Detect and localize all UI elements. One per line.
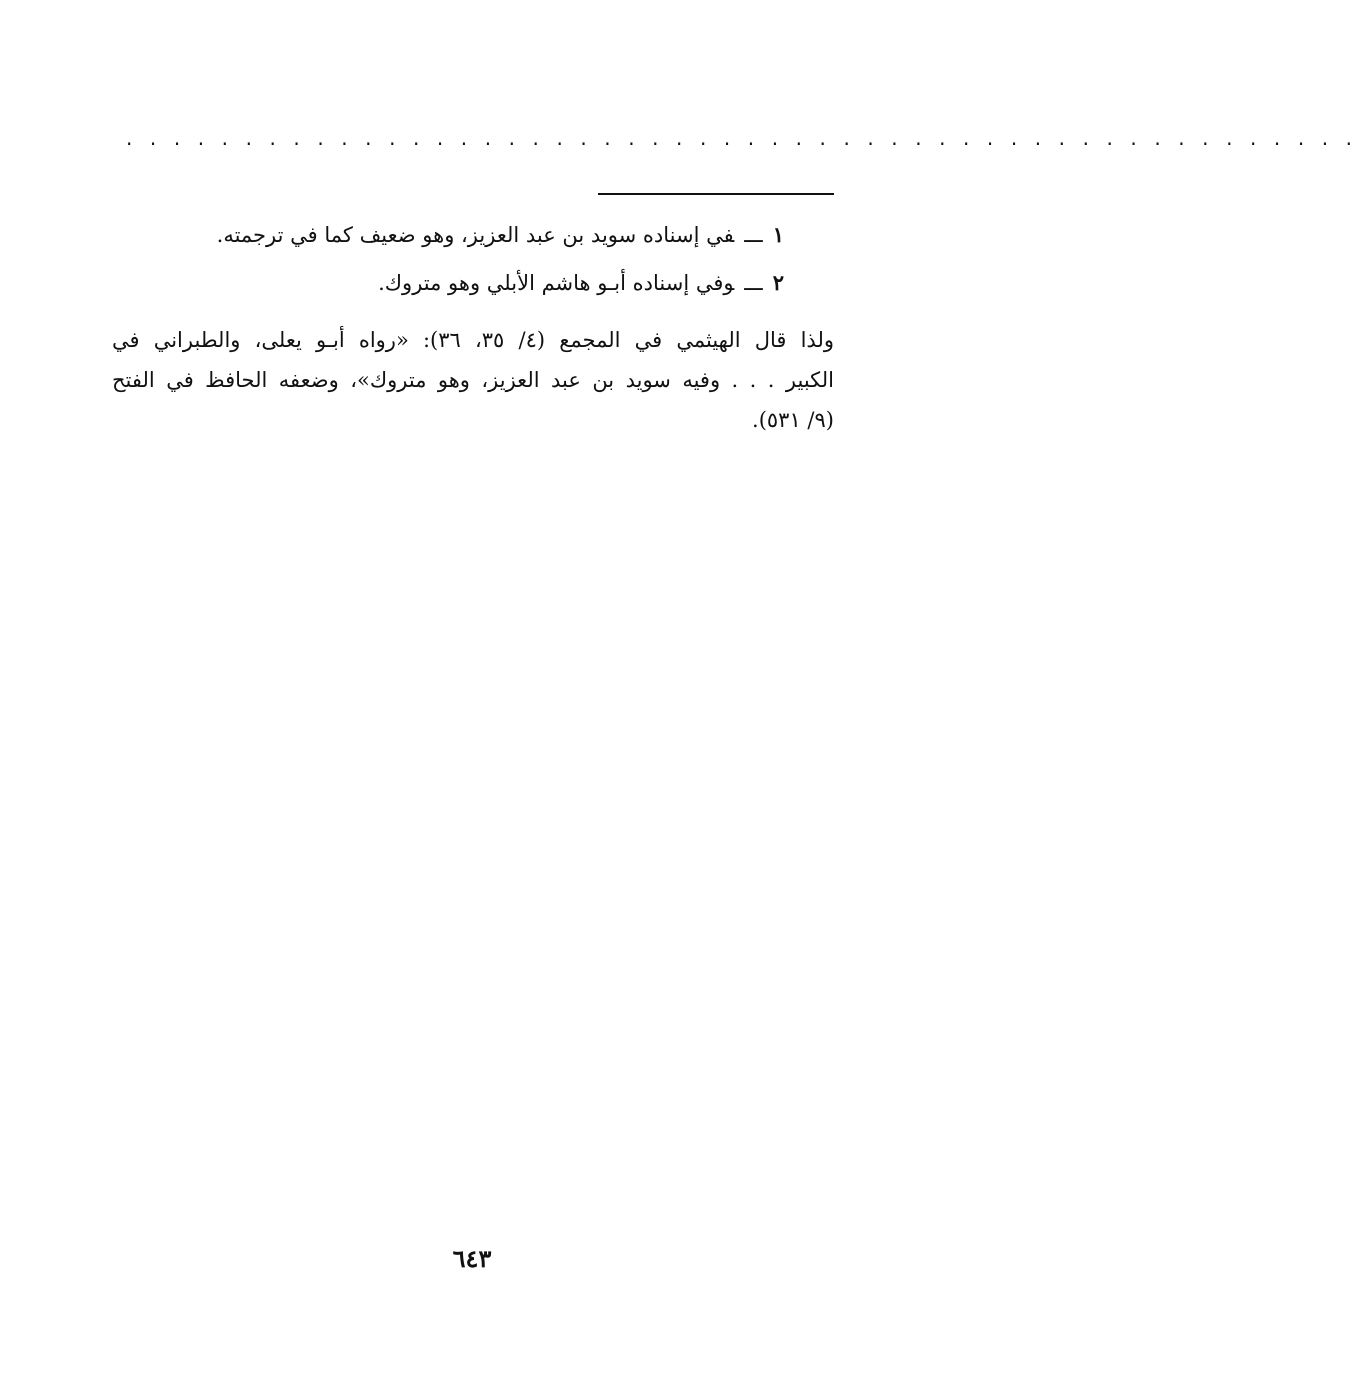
footnote-1-text: في إسناده سويد بن عبد العزيز، وهو ضعيف كما في ترجمته. — [216, 223, 735, 247]
page-number: ٦٤٣ — [452, 1244, 492, 1273]
dotted-separator: . . . . . . . . . . . . . . . . . . . . . . . . . . . . . . . . . . . . . . . . . . . . . . . . . . . . — [126, 126, 1358, 150]
paragraph-line: الكبير . . . وفيه سويد بن عبد العزيز، وهو متروك»، وضعفه الحافظ في الفتح — [112, 368, 834, 392]
footnote-2-dash: ـــ — [744, 271, 763, 295]
footnote-2 — [378, 268, 784, 298]
footnote-1-dash: ـــ — [744, 223, 763, 247]
footnote-2-number: ٢ — [772, 270, 784, 295]
paragraph-line: (٩/ ٥٣١). — [752, 408, 834, 432]
footnote-1 — [217, 220, 784, 250]
footnote-1-number: ١ — [772, 222, 784, 247]
paragraph-line: ولذا قال الهيثمي في المجمع (٤/ ٣٥، ٣٦): «رواه أبـو يعلى، والطبراني في — [112, 328, 834, 352]
footnote-2-text: وفي إسناده أبـو هاشم الأبلي وهو متروك. — [378, 271, 735, 295]
commentary-paragraph — [112, 320, 834, 440]
footnote-divider — [598, 193, 834, 195]
